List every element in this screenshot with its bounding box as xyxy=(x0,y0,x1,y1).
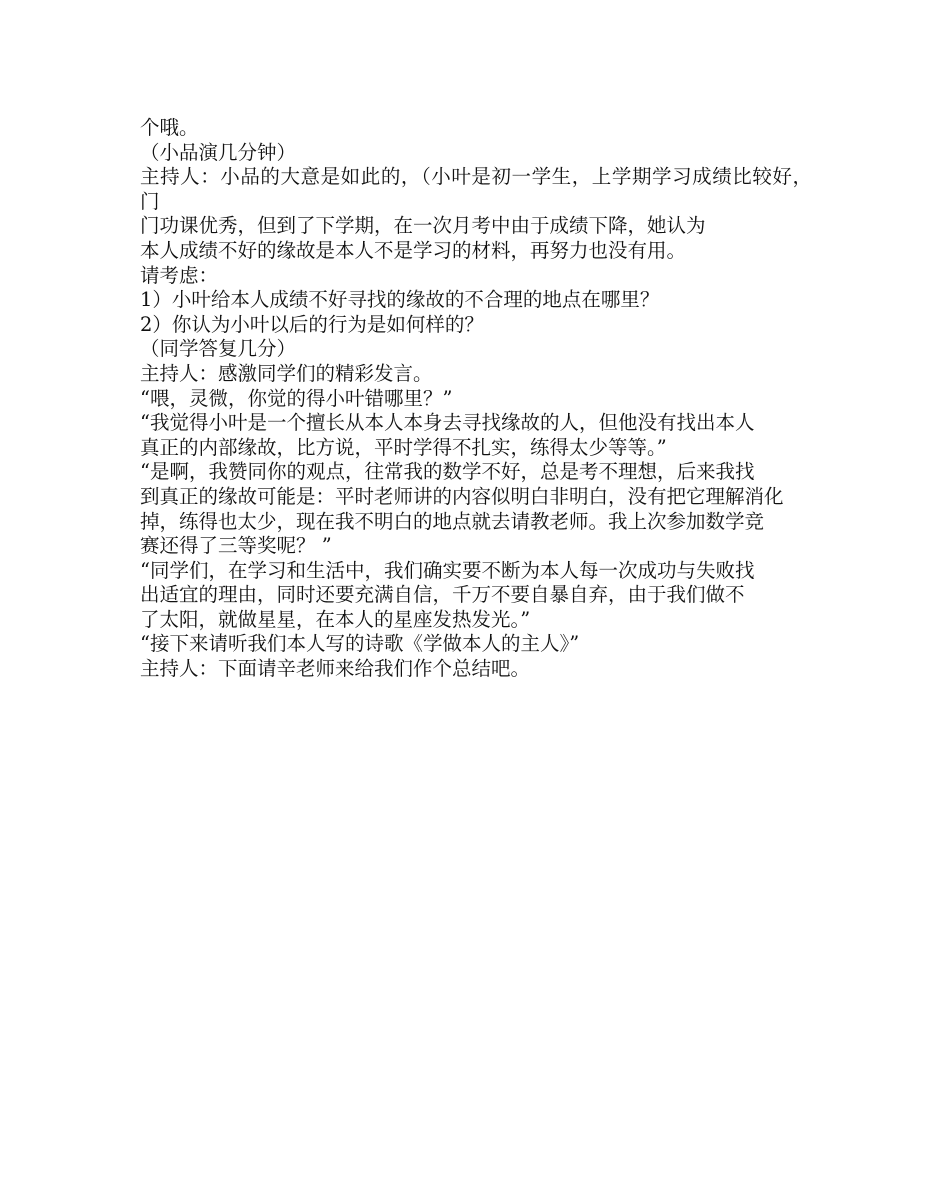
text-line: “喂，灵微，你觉的得小叶错哪里？” xyxy=(140,386,453,410)
text-line: 主持人：感激同学们的精彩发言。 xyxy=(140,361,433,385)
text-line: 请考虑： xyxy=(140,263,219,287)
text-line: 了太阳，就做星星，在本人的星座发热发光。” xyxy=(140,607,531,631)
text-line: 1）小叶给本人成绩不好寻找的缘故的不合理的地点在哪里？ xyxy=(140,288,660,312)
text-line: （小品演几分钟） xyxy=(140,140,297,164)
text-line: 赛还得了三等奖呢？ ” xyxy=(140,534,332,558)
text-line: “接下来请听我们本人写的诗歌《学做本人的主人》” xyxy=(140,632,580,656)
text-line: 主持人：下面请辛老师来给我们作个总结吧。 xyxy=(140,657,531,681)
text-line: 2）你认为小叶以后的行为是如何样的？ xyxy=(140,312,484,336)
text-line: 个哦。 xyxy=(140,116,199,139)
text-line: 门功课优秀，但到了下学期，在一次月考中由于成绩下降，她认为 xyxy=(140,214,706,238)
text-line: 主持人：小品的大意是如此的，（小叶是初一学生，上学期学习成绩比较好，门 xyxy=(140,165,812,213)
text-line: “同学们，在学习和生活中，我们确实要不断为本人每一次成功与失败找 xyxy=(140,558,755,582)
text-line: 掉，练得也太少，现在我不明白的地点就去请教老师。我上次参加数学竞 xyxy=(140,509,765,533)
text-line: 真正的内部缘故，比方说，平时学得不扎实，练得太少等等。” xyxy=(140,435,667,459)
text-line: “是啊，我赞同你的观点，往常我的数学不好，总是考不理想，后来我找 xyxy=(140,460,755,484)
text-line: 本人成绩不好的缘故是本人不是学习的材料，再努力也没有用。 xyxy=(140,238,687,262)
text-line: 出适宜的理由，同时还要充满自信，千万不要自暴自弃，由于我们做不 xyxy=(140,583,745,607)
document-body xyxy=(140,116,812,682)
text-line: 到真正的缘故可能是：平时老师讲的内容似明白非明白，没有把它理解消化 xyxy=(140,484,784,508)
text-line: （同学答复几分） xyxy=(140,337,297,361)
text-line: “我觉得小叶是一个擅长从本人本身去寻找缘故的人，但他没有找出本人 xyxy=(140,411,755,435)
